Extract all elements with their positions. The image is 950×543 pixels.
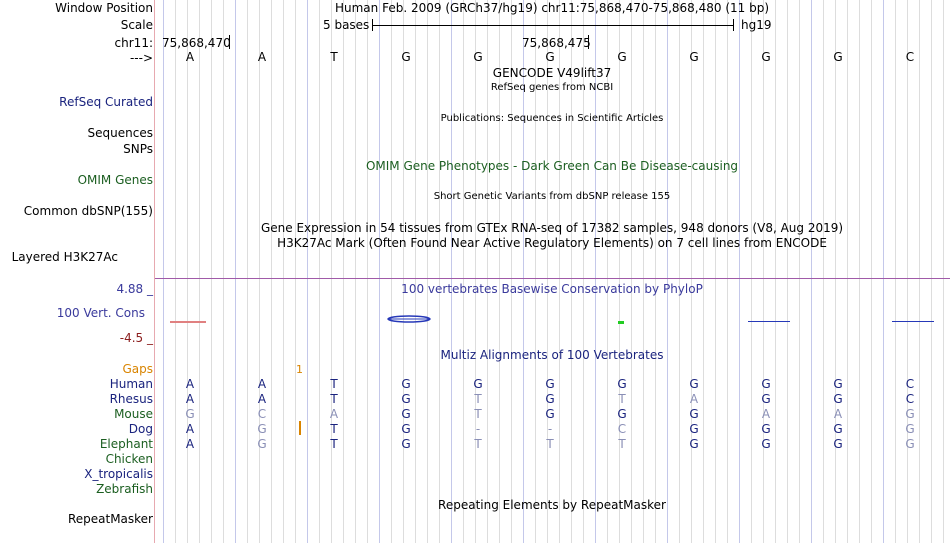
position-left: 75,868,470 [162,36,231,50]
alignment-base: T [330,422,338,436]
alignment-base: G [905,422,915,436]
repeatmasker-track-title[interactable]: Repeating Elements by RepeatMasker [438,498,666,512]
phylop-conserved-mark [386,314,432,324]
alignment-base: G [257,422,267,436]
reference-base: A [185,50,195,64]
guideline [295,0,296,543]
guideline [463,0,464,543]
strand-label: ---> [129,51,153,65]
alignment-base: G [833,437,843,451]
alignment-base: - [547,422,553,436]
scale-label: Scale [120,18,153,32]
alignment-base: G [761,422,771,436]
scale-bases-text: 5 bases [323,18,370,32]
guideline [847,0,848,543]
alignment-base: A [689,392,699,406]
guideline [199,0,200,543]
alignment-base: G [185,407,195,421]
layered-h3k27ac-label[interactable]: Layered H3K27Ac [11,250,118,264]
alignment-base: G [473,377,483,391]
position-left-tick [229,35,230,49]
alignment-base: G [401,422,411,436]
alignment-base: A [185,422,195,436]
species-label[interactable]: Chicken [105,452,153,466]
alignment-base: T [474,437,482,451]
label-panel-divider [154,0,155,543]
alignment-base: T [618,437,626,451]
guideline [859,0,860,543]
alignment-base: A [185,377,195,391]
guideline [655,0,656,543]
position-mid-tick [588,35,589,49]
omim-track-title[interactable]: OMIM Gene Phenotypes - Dark Green Can Be Disease-causing [365,159,739,173]
phylop-min-label: -4.5 _ [119,331,153,345]
guideline [703,0,704,543]
guideline [799,0,800,543]
alignment-base: T [330,377,338,391]
guideline [619,0,620,543]
alignment-base: - [475,422,481,436]
window-position-label: Window Position [55,1,153,15]
h3k27ac-signal-line [155,278,950,279]
alignment-base: G [545,392,555,406]
alignment-base: G [689,377,699,391]
guideline [727,0,728,543]
alignment-base: G [545,407,555,421]
guideline [259,0,260,543]
guideline [211,0,212,543]
guideline [667,0,668,543]
snps-label[interactable]: SNPs [123,142,153,156]
refseq-curated-label[interactable]: RefSeq Curated [59,95,153,109]
sequences-label[interactable]: Sequences [87,126,153,140]
guideline [943,0,944,543]
guideline [715,0,716,543]
alignment-base: C [257,407,267,421]
alignment-base: T [330,392,338,406]
alignment-base: G [401,392,411,406]
guideline [835,0,836,543]
alignment-base: G [833,422,843,436]
guideline [235,0,236,543]
guideline [271,0,272,543]
guideline [895,0,896,543]
vert-cons-label[interactable]: 100 Vert. Cons [56,306,145,320]
species-label[interactable]: Elephant [99,437,153,451]
guideline [355,0,356,543]
species-label[interactable]: Dog [128,422,153,436]
alignment-base: G [401,407,411,421]
chrom-label: chr11: [114,36,153,50]
alignment-base: G [905,437,915,451]
phylop-max-label: 4.88 _ [116,282,153,296]
alignment-base: T [330,437,338,451]
reference-base: G [545,50,555,64]
guideline [343,0,344,543]
guideline [691,0,692,543]
alignment-base: G [833,377,843,391]
alignment-base: T [618,392,626,406]
reference-base: C [905,50,915,64]
guideline [427,0,428,543]
guideline [379,0,380,543]
alignment-base: G [761,437,771,451]
window-position-text: Human Feb. 2009 (GRCh37/hg19) chr11:75,868,470-75,868,480 (11 bp) [334,1,770,15]
alignment-base: C [905,392,915,406]
guideline [163,0,164,543]
alignment-base: A [185,437,195,451]
gaps-label[interactable]: Gaps [122,362,153,376]
guideline [247,0,248,543]
reference-base: T [330,50,338,64]
guideline [751,0,752,543]
phylop-green-mark [618,321,624,324]
species-label[interactable]: Mouse [114,407,153,421]
alignment-base: G [257,437,267,451]
alignment-base: G [401,437,411,451]
guideline [679,0,680,543]
guideline [307,0,308,543]
species-label[interactable]: X_tropicalis [84,467,153,481]
alignment-base: G [401,377,411,391]
alignment-base: G [689,407,699,421]
alignment-base: A [257,392,267,406]
alignment-base: T [474,392,482,406]
guideline [883,0,884,543]
dbsnp-track-title[interactable]: Short Genetic Variants from dbSNP release 155 [433,191,671,202]
guideline [175,0,176,543]
guideline [403,0,404,543]
common-dbsnp-label[interactable]: Common dbSNP(155) [23,204,153,218]
alignment-base: A [761,407,771,421]
guideline [187,0,188,543]
gtex-track-title[interactable]: Gene Expression in 54 tissues from GTEx RNA-seq of 17382 samples, 948 donors (V8, Aug 2019) [260,221,844,235]
repeatmasker-label[interactable]: RepeatMasker [67,512,153,526]
guideline [871,0,872,543]
reference-base: G [401,50,411,64]
alignment-base: T [546,437,554,451]
dog-gap-bar [299,421,301,435]
alignment-base: G [761,377,771,391]
scale-bar [372,18,734,32]
reference-base: G [617,50,627,64]
alignment-base: G [689,437,699,451]
gencode-track-title[interactable]: GENCODE V49lift37 [492,66,612,80]
guideline [919,0,920,543]
omim-genes-label[interactable]: OMIM Genes [77,173,153,187]
alignment-base: G [761,392,771,406]
alignment-base: G [833,392,843,406]
alignment-base: G [905,407,915,421]
guideline [763,0,764,543]
guideline [631,0,632,543]
species-label[interactable]: Zebrafish [96,482,153,496]
h3k27ac-track-title[interactable]: H3K27Ac Mark (Often Found Near Active Regulatory Elements) on 7 cell lines from ENCODE [277,236,827,250]
gap-marker: 1 [296,363,303,376]
guideline [283,0,284,543]
reference-base: G [761,50,771,64]
reference-base: G [473,50,483,64]
phylop-negative-mark-1 [170,321,206,323]
phylop-blue-mark-1 [748,321,790,322]
guideline [391,0,392,543]
species-label[interactable]: Human [109,377,153,391]
alignment-base: G [545,377,555,391]
scale-db-label: hg19 [741,18,772,32]
guideline [331,0,332,543]
alignment-base: G [689,422,699,436]
guideline [415,0,416,543]
guideline [931,0,932,543]
guideline [823,0,824,543]
reference-base: G [689,50,699,64]
phylop-blue-mark-2 [892,321,934,322]
guideline [907,0,908,543]
alignment-base: A [185,392,195,406]
phylop-track-title[interactable]: 100 vertebrates Basewise Conservation by PhyloP [401,282,703,296]
alignment-base: A [833,407,843,421]
guideline [811,0,812,543]
alignment-base: C [617,422,627,436]
alignment-base: G [617,407,627,421]
guideline [451,0,452,543]
guideline [319,0,320,543]
alignment-base: C [905,377,915,391]
guideline [775,0,776,543]
alignment-base: T [474,407,482,421]
alignment-base: A [257,377,267,391]
guideline [439,0,440,543]
species-label[interactable]: Rhesus [109,392,153,406]
publications-track-title[interactable]: Publications: Sequences in Scientific Articles [440,113,664,124]
alignment-base: G [617,377,627,391]
guideline [367,0,368,543]
guideline [475,0,476,543]
reference-base: G [833,50,843,64]
guideline [787,0,788,543]
guideline [739,0,740,543]
guideline [487,0,488,543]
guideline [223,0,224,543]
alignment-base: A [329,407,339,421]
guideline [643,0,644,543]
refseq-track-subtitle[interactable]: RefSeq genes from NCBI [490,82,614,93]
reference-base: A [257,50,267,64]
multiz-track-title[interactable]: Multiz Alignments of 100 Vertebrates [440,348,664,362]
position-mid: 75,868,475 [522,36,591,50]
